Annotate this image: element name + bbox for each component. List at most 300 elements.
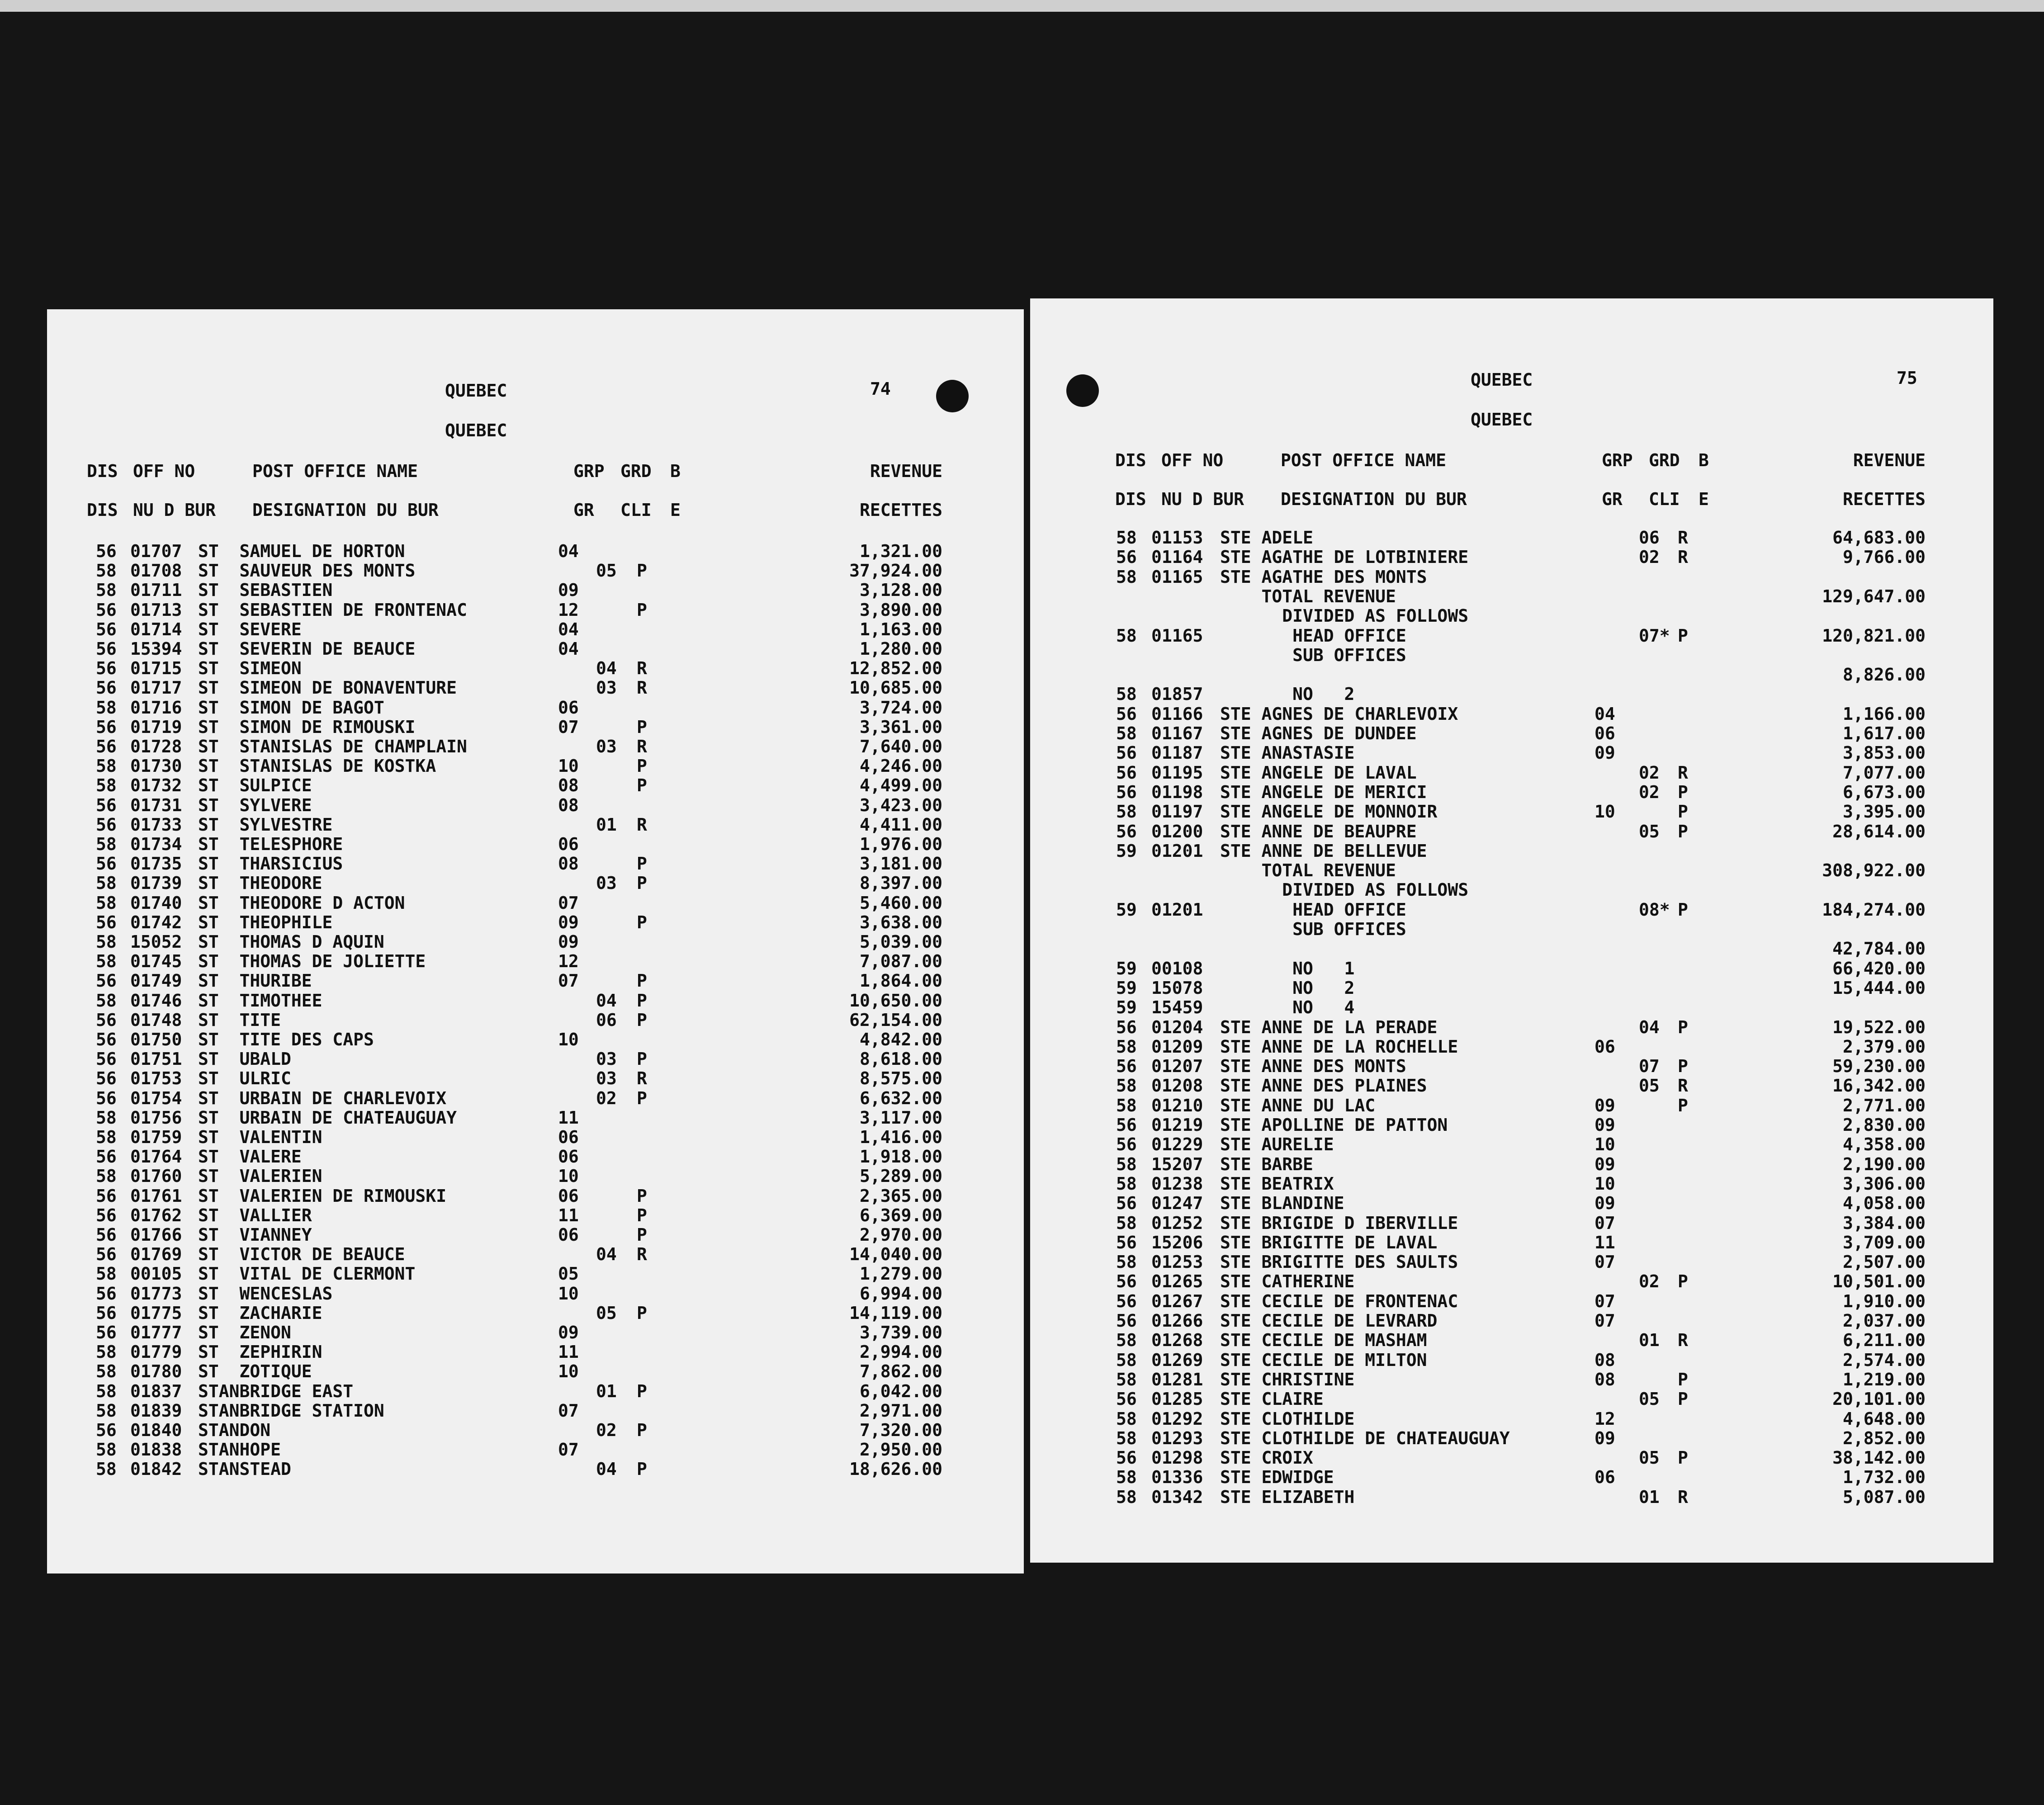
cell-grd: 05 xyxy=(1639,1076,1660,1096)
cell-off: 01780 xyxy=(130,1361,182,1382)
cell-dis: 58 xyxy=(96,775,117,796)
cell-off: 01269 xyxy=(1151,1350,1203,1370)
table-row xyxy=(1030,1351,1993,1370)
cell-dis: 58 xyxy=(1116,567,1137,587)
table-row xyxy=(1030,1057,1993,1076)
cell-dis: 58 xyxy=(96,1127,117,1147)
cell-dis: 56 xyxy=(96,1244,117,1265)
cell-off: 01209 xyxy=(1151,1036,1203,1057)
table-row xyxy=(1030,1135,1993,1154)
punch-hole xyxy=(1066,374,1099,407)
cell-name: ST STANISLAS DE CHAMPLAIN xyxy=(198,737,467,756)
table-row xyxy=(1030,724,1993,743)
cell-name: SUB OFFICES xyxy=(1220,645,1406,665)
cell-name: STE AURELIE xyxy=(1220,1134,1334,1155)
cell-name: STE BARBE xyxy=(1220,1154,1313,1174)
cell-off: 01713 xyxy=(130,600,182,620)
cell-off: 01751 xyxy=(130,1049,182,1069)
cell-dis: 56 xyxy=(1116,1448,1137,1468)
cell-off: 01756 xyxy=(130,1107,182,1128)
header-name: POST OFFICE NAME xyxy=(252,461,418,481)
cell-name: STE AGNES DE CHARLEVOIX xyxy=(1220,704,1458,724)
cell-dis: 58 xyxy=(96,561,117,581)
cell-grp: 06 xyxy=(558,1225,579,1245)
cell-off: 01229 xyxy=(1151,1134,1203,1155)
cell-dis: 56 xyxy=(96,1147,117,1167)
header-name-fr: DESIGNATION DU BUR xyxy=(252,500,439,520)
table-row xyxy=(47,1030,1024,1049)
cell-name: ST SEBASTIEN xyxy=(198,580,333,600)
cell-rev: 3,739.00 xyxy=(859,1323,942,1342)
cell-rev: 4,842.00 xyxy=(859,1030,942,1049)
cell-rev: 4,411.00 xyxy=(859,814,942,835)
cell-off: 01285 xyxy=(1151,1389,1203,1409)
cell-rev: 8,397.00 xyxy=(859,873,942,893)
cell-name: STE ANASTASIE xyxy=(1220,743,1355,763)
cell-off: 01842 xyxy=(130,1459,182,1479)
ledger-page-left xyxy=(47,309,1024,1573)
cell-rev: 4,358.00 xyxy=(1842,1134,1926,1155)
cell-rev: 2,830.00 xyxy=(1842,1115,1926,1135)
table-row xyxy=(1030,1292,1993,1311)
cell-dis: 56 xyxy=(1116,1232,1137,1252)
cell-name: ST SEBASTIEN DE FRONTENAC xyxy=(198,600,467,620)
cell-grd: 03 xyxy=(596,1068,617,1089)
table-row xyxy=(1030,626,1993,646)
cell-grp: 07 xyxy=(558,1440,579,1460)
cell-name: STE ANNE DU LAC xyxy=(1220,1095,1376,1115)
cell-rev: 9,766.00 xyxy=(1842,547,1926,567)
cell-name: ST TITE DES CAPS xyxy=(198,1030,374,1049)
cell-off: 01742 xyxy=(130,912,182,932)
cell-dis: 58 xyxy=(1116,1095,1137,1115)
table-row xyxy=(47,620,1024,639)
cell-dis: 56 xyxy=(96,1010,117,1030)
cell-dis: 58 xyxy=(96,1166,117,1186)
cell-off: 01268 xyxy=(1151,1330,1203,1351)
cell-dis: 56 xyxy=(96,912,117,932)
cell-name: STE CROIX xyxy=(1220,1448,1313,1468)
cell-name: ST SAUVEUR DES MONTS xyxy=(198,561,416,581)
cell-name: STE AGATHE DES MONTS xyxy=(1220,567,1427,587)
cell-rev: 2,771.00 xyxy=(1842,1095,1926,1115)
cell-rev: 7,087.00 xyxy=(859,951,942,972)
table-row xyxy=(1030,685,1993,704)
cell-name: ST ZACHARIE xyxy=(198,1303,322,1323)
cell-b: P xyxy=(1678,1369,1688,1389)
cell-off: 01716 xyxy=(130,697,182,718)
cell-name: ST VALLIER xyxy=(198,1205,312,1225)
cell-off: 01732 xyxy=(130,775,182,796)
cell-name: STE ANGELE DE LAVAL xyxy=(1220,762,1417,783)
table-row xyxy=(47,1167,1024,1186)
cell-rev: 6,369.00 xyxy=(859,1205,942,1225)
cell-name: ST TELESPHORE xyxy=(198,834,343,854)
cell-dis: 58 xyxy=(1116,1428,1137,1448)
cell-grp: 06 xyxy=(558,1186,579,1206)
cell-off: 01730 xyxy=(130,756,182,776)
cell-grd: 02 xyxy=(596,1420,617,1440)
cell-name: NO 1 xyxy=(1220,958,1355,978)
table-row xyxy=(1030,763,1993,783)
cell-dis: 58 xyxy=(1116,1467,1137,1488)
cell-grp: 06 xyxy=(1595,723,1615,743)
table-row xyxy=(1030,1409,1993,1429)
cell-rev: 2,507.00 xyxy=(1842,1252,1926,1272)
cell-off: 01734 xyxy=(130,834,182,854)
table-row xyxy=(1030,528,1993,548)
cell-b: P xyxy=(1678,1095,1688,1115)
cell-grp: 11 xyxy=(558,1107,579,1128)
cell-b: P xyxy=(1678,1389,1688,1409)
cell-grd: 05 xyxy=(596,1303,617,1323)
table-row xyxy=(47,1421,1024,1440)
table-row xyxy=(1030,959,1993,978)
cell-name: ST SYLVERE xyxy=(198,795,312,815)
cell-dis: 58 xyxy=(96,932,117,952)
cell-off: 01837 xyxy=(130,1381,182,1401)
cell-rev: 10,501.00 xyxy=(1832,1271,1926,1292)
cell-name: ST THEODORE xyxy=(198,873,322,893)
table-row xyxy=(47,874,1024,893)
cell-off: 01760 xyxy=(130,1166,182,1186)
cell-dis: 58 xyxy=(96,756,117,776)
cell-off: 00105 xyxy=(130,1264,182,1284)
cell-name: NO 2 xyxy=(1220,684,1355,704)
cell-dis: 56 xyxy=(1116,1134,1137,1155)
cell-grp: 07 xyxy=(558,717,579,737)
cell-off: 15207 xyxy=(1151,1154,1203,1174)
cell-name: STE CECILE DE MILTON xyxy=(1220,1350,1427,1370)
cell-rev: 42,784.00 xyxy=(1832,939,1926,959)
cell-off: 01707 xyxy=(130,541,182,561)
cell-b: P xyxy=(637,1049,647,1069)
cell-dis: 58 xyxy=(96,893,117,913)
header-grd: GRD xyxy=(1649,450,1680,470)
table-row xyxy=(47,678,1024,698)
cell-rev: 2,365.00 xyxy=(859,1186,942,1206)
cell-grp: 09 xyxy=(1595,1095,1615,1115)
cell-grd: 05 xyxy=(1639,821,1660,841)
cell-name: HEAD OFFICE xyxy=(1220,899,1406,920)
cell-grd: 07 xyxy=(1639,1056,1660,1077)
cell-off: 01739 xyxy=(130,873,182,893)
cell-grd: 02 xyxy=(1639,547,1660,567)
cell-b: P xyxy=(1678,1448,1688,1468)
cell-off: 01247 xyxy=(1151,1193,1203,1214)
cell-grd: 01 xyxy=(596,814,617,835)
cell-grd: 04 xyxy=(596,990,617,1011)
cell-dis: 56 xyxy=(1116,762,1137,783)
cell-dis: 56 xyxy=(1116,1291,1137,1311)
cell-name: DIVIDED AS FOLLOWS xyxy=(1220,606,1469,626)
cell-dis: 56 xyxy=(1116,1017,1137,1037)
cell-off: 01252 xyxy=(1151,1213,1203,1233)
header-grd-fr: CLI xyxy=(1649,489,1680,509)
table-row xyxy=(1030,822,1993,841)
cell-rev: 1,279.00 xyxy=(859,1264,942,1284)
cell-dis: 58 xyxy=(96,1342,117,1362)
page-number: 74 xyxy=(870,379,891,399)
cell-dis: 56 xyxy=(96,1049,117,1069)
cell-b: P xyxy=(637,600,647,620)
cell-grd: 06 xyxy=(596,1010,617,1030)
cell-rev: 18,626.00 xyxy=(849,1459,942,1479)
cell-rev: 5,289.00 xyxy=(859,1166,942,1186)
cell-rev: 3,181.00 xyxy=(859,854,942,874)
table-row xyxy=(47,737,1024,756)
cell-grp: 06 xyxy=(1595,1467,1615,1488)
table-row xyxy=(1030,606,1993,626)
cell-name: ST SYLVESTRE xyxy=(198,814,333,835)
cell-b: P xyxy=(637,561,647,581)
table-row xyxy=(1030,998,1993,1017)
cell-grd: 05 xyxy=(596,561,617,581)
cell-grp: 08 xyxy=(558,795,579,815)
cell-rev: 37,924.00 xyxy=(849,561,942,581)
cell-dis: 58 xyxy=(1116,1487,1137,1507)
table-row xyxy=(47,1382,1024,1401)
cell-off: 01165 xyxy=(1151,567,1203,587)
cell-off: 01210 xyxy=(1151,1095,1203,1115)
cell-b: P xyxy=(637,756,647,776)
cell-dis: 58 xyxy=(1116,723,1137,743)
cell-rev: 6,994.00 xyxy=(859,1283,942,1304)
table-row xyxy=(47,1108,1024,1128)
cell-rev: 6,211.00 xyxy=(1842,1330,1926,1351)
cell-dis: 59 xyxy=(1116,978,1137,998)
cell-grp: 09 xyxy=(1595,743,1615,763)
cell-grd: 03 xyxy=(596,1049,617,1069)
cell-rev: 16,342.00 xyxy=(1832,1076,1926,1096)
table-row xyxy=(1030,1468,1993,1487)
table-row xyxy=(1030,1389,1993,1409)
cell-name: STE ANNE DE LA ROCHELLE xyxy=(1220,1036,1458,1057)
cell-name: STE CATHERINE xyxy=(1220,1271,1355,1292)
cell-b: P xyxy=(1678,802,1688,822)
cell-dis: 56 xyxy=(96,1205,117,1225)
cell-off: 01745 xyxy=(130,951,182,972)
cell-rev: 4,246.00 xyxy=(859,756,942,776)
cell-name: STE BRIGIDE D IBERVILLE xyxy=(1220,1213,1458,1233)
cell-rev: 2,994.00 xyxy=(859,1342,942,1362)
cell-dis: 56 xyxy=(96,619,117,639)
cell-dis: 56 xyxy=(96,600,117,620)
cell-grp: 04 xyxy=(558,541,579,561)
punch-hole xyxy=(936,380,969,412)
cell-rev: 1,732.00 xyxy=(1842,1467,1926,1488)
cell-off: 01219 xyxy=(1151,1115,1203,1135)
cell-grd: 08* xyxy=(1639,899,1670,920)
cell-rev: 2,970.00 xyxy=(859,1225,942,1245)
cell-off: 01201 xyxy=(1151,899,1203,920)
cell-off: 01298 xyxy=(1151,1448,1203,1468)
table-row xyxy=(47,1069,1024,1088)
cell-off: 01728 xyxy=(130,737,182,756)
cell-b: P xyxy=(637,1303,647,1323)
cell-dis: 56 xyxy=(1116,1056,1137,1077)
cell-grp: 09 xyxy=(1595,1115,1615,1135)
cell-rev: 14,040.00 xyxy=(849,1244,942,1265)
cell-rev: 3,361.00 xyxy=(859,717,942,737)
cell-off: 01840 xyxy=(130,1420,182,1440)
cell-off: 01207 xyxy=(1151,1056,1203,1077)
cell-name: DIVIDED AS FOLLOWS xyxy=(1220,880,1469,900)
cell-dis: 56 xyxy=(96,1088,117,1108)
cell-name: ST SAMUEL DE HORTON xyxy=(198,541,405,561)
cell-off: 01777 xyxy=(130,1323,182,1342)
cell-rev: 6,042.00 xyxy=(859,1381,942,1401)
cell-grp: 07 xyxy=(558,1400,579,1421)
table-row xyxy=(1030,920,1993,939)
cell-off: 01759 xyxy=(130,1127,182,1147)
cell-b: P xyxy=(637,1186,647,1206)
cell-off: 01766 xyxy=(130,1225,182,1245)
cell-name: NO 2 xyxy=(1220,978,1355,998)
cell-name: STE ELIZABETH xyxy=(1220,1487,1355,1507)
cell-rev: 64,683.00 xyxy=(1832,528,1926,548)
table-row xyxy=(1030,861,1993,880)
cell-grp: 04 xyxy=(558,639,579,659)
cell-off: 01714 xyxy=(130,619,182,639)
cell-grd: 01 xyxy=(1639,1487,1660,1507)
cell-dis: 58 xyxy=(1116,528,1137,548)
table-row xyxy=(1030,646,1993,665)
cell-rev: 129,647.00 xyxy=(1822,586,1926,606)
cell-b: R xyxy=(1678,1330,1688,1351)
cell-rev: 1,416.00 xyxy=(859,1127,942,1147)
table-row xyxy=(47,718,1024,737)
cell-rev: 3,638.00 xyxy=(859,912,942,932)
header-revenue-fr: RECETTES xyxy=(859,500,942,520)
header-grd: GRD xyxy=(620,461,652,481)
cell-grp: 10 xyxy=(558,1361,579,1382)
cell-name: STE BLANDINE xyxy=(1220,1193,1344,1214)
cell-b: P xyxy=(1678,899,1688,920)
cell-rev: 15,444.00 xyxy=(1832,978,1926,998)
table-row xyxy=(1030,978,1993,998)
table-row xyxy=(1030,939,1993,959)
cell-grd: 03 xyxy=(596,873,617,893)
cell-dis: 58 xyxy=(1116,802,1137,822)
cell-name: STE CLOTHILDE DE CHATEAUGUAY xyxy=(1220,1428,1510,1448)
cell-dis: 58 xyxy=(96,1381,117,1401)
cell-dis: 58 xyxy=(1116,1369,1137,1389)
cell-off: 01733 xyxy=(130,814,182,835)
cell-grp: 08 xyxy=(558,775,579,796)
cell-rev: 184,274.00 xyxy=(1822,899,1926,920)
cell-rev: 3,423.00 xyxy=(859,795,942,815)
cell-rev: 12,852.00 xyxy=(849,658,942,679)
cell-rev: 8,618.00 xyxy=(859,1049,942,1069)
cell-dis: 56 xyxy=(96,541,117,561)
cell-off: 01195 xyxy=(1151,762,1203,783)
cell-rev: 4,648.00 xyxy=(1842,1408,1926,1429)
cell-dis: 58 xyxy=(96,1264,117,1284)
cell-rev: 2,852.00 xyxy=(1842,1428,1926,1448)
cell-name: ST THEOPHILE xyxy=(198,912,333,932)
cell-off: 01197 xyxy=(1151,802,1203,822)
cell-off: 01201 xyxy=(1151,841,1203,861)
cell-name: STANSTEAD xyxy=(198,1459,291,1479)
cell-off: 15459 xyxy=(1151,997,1203,1018)
table-row xyxy=(1030,841,1993,861)
cell-b: P xyxy=(1678,1017,1688,1037)
table-row xyxy=(1030,1429,1993,1448)
cell-grp: 08 xyxy=(558,854,579,874)
cell-rev: 2,379.00 xyxy=(1842,1036,1926,1057)
cell-dis: 58 xyxy=(1116,1036,1137,1057)
cell-dis: 56 xyxy=(1116,782,1137,802)
header-grp-fr: GR xyxy=(573,500,594,520)
table-row xyxy=(47,1342,1024,1362)
cell-off: 01165 xyxy=(1151,625,1203,646)
cell-b: P xyxy=(637,912,647,932)
cell-name: ST THOMAS D AQUIN xyxy=(198,932,384,952)
cell-off: 01267 xyxy=(1151,1291,1203,1311)
table-row xyxy=(1030,1076,1993,1096)
cell-grp: 07 xyxy=(1595,1213,1615,1233)
cell-dis: 56 xyxy=(96,795,117,815)
cell-dis: 56 xyxy=(96,1225,117,1245)
table-row xyxy=(1030,783,1993,802)
cell-grp: 10 xyxy=(558,1030,579,1049)
cell-name: ST ZENON xyxy=(198,1323,291,1342)
cell-b: P xyxy=(637,971,647,991)
cell-off: 01266 xyxy=(1151,1311,1203,1331)
cell-b: P xyxy=(637,1010,647,1030)
cell-off: 15394 xyxy=(130,639,182,659)
cell-name: ST SIMEON xyxy=(198,658,302,679)
table-row xyxy=(47,1225,1024,1245)
cell-grp: 09 xyxy=(558,932,579,952)
cell-grp: 12 xyxy=(558,600,579,620)
table-row xyxy=(47,639,1024,659)
cell-dis: 56 xyxy=(96,1186,117,1206)
cell-rev: 20,101.00 xyxy=(1832,1389,1926,1409)
table-row xyxy=(47,1401,1024,1421)
cell-off: 01740 xyxy=(130,893,182,913)
cell-off: 01762 xyxy=(130,1205,182,1225)
cell-dis: 56 xyxy=(1116,1115,1137,1135)
cell-off: 01746 xyxy=(130,990,182,1011)
cell-off: 01748 xyxy=(130,1010,182,1030)
cell-off: 01164 xyxy=(1151,547,1203,567)
cell-grp: 04 xyxy=(1595,704,1615,724)
cell-grp: 08 xyxy=(1595,1369,1615,1389)
cell-off: 01708 xyxy=(130,561,182,581)
header-off: OFF NO xyxy=(1161,450,1224,470)
cell-name: ST VITAL DE CLERMONT xyxy=(198,1264,416,1284)
cell-off: 01200 xyxy=(1151,821,1203,841)
cell-off: 01735 xyxy=(130,854,182,874)
header-b-fr: E xyxy=(670,500,681,520)
table-row xyxy=(47,698,1024,718)
cell-name: ST VALERIEN xyxy=(198,1166,322,1186)
cell-off: 01153 xyxy=(1151,528,1203,548)
cell-name: STE CECILE DE MASHAM xyxy=(1220,1330,1427,1351)
cell-dis: 56 xyxy=(96,1420,117,1440)
cell-rev: 4,499.00 xyxy=(859,775,942,796)
cell-name: HEAD OFFICE xyxy=(1220,625,1406,646)
cell-off: 01769 xyxy=(130,1244,182,1265)
cell-grp: 04 xyxy=(558,619,579,639)
table-row xyxy=(1030,1174,1993,1194)
cell-b: P xyxy=(1678,782,1688,802)
cell-off: 01761 xyxy=(130,1186,182,1206)
cell-rev: 1,280.00 xyxy=(859,639,942,659)
cell-off: 01293 xyxy=(1151,1428,1203,1448)
